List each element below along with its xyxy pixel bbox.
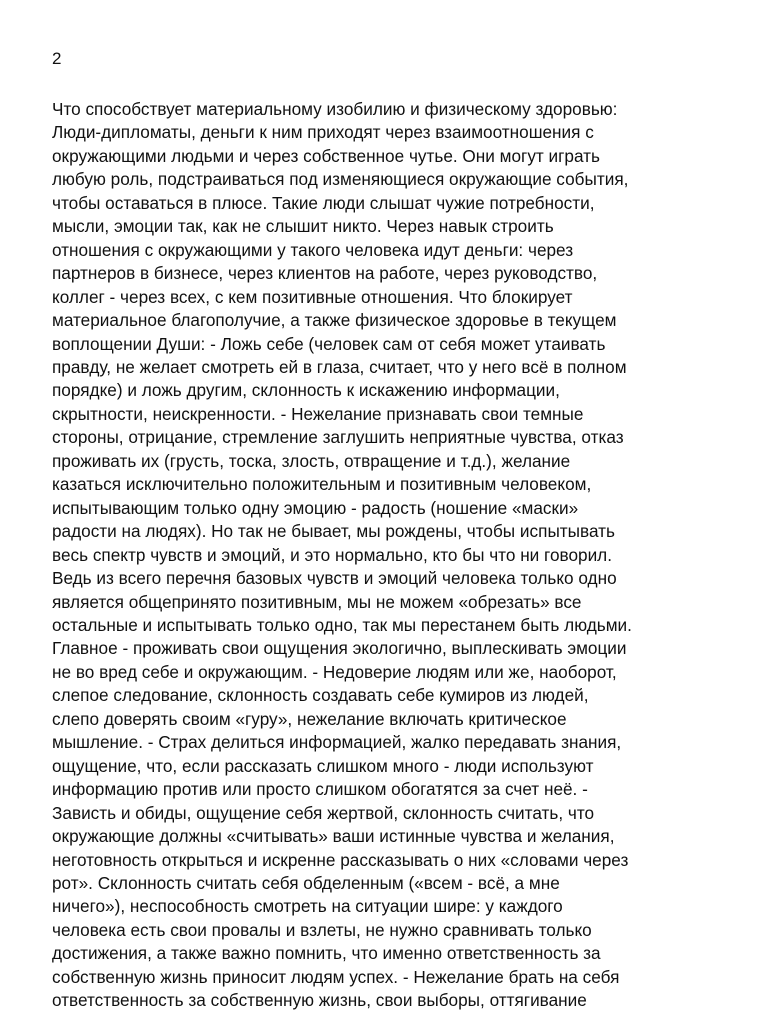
text-line: Ведь из всего перечня базовых чувств и эмоций человека только одно <box>52 568 617 589</box>
text-line: казаться исключительно положительным и позитивным человеком, <box>52 474 592 495</box>
text-line: коллег - через всех, с кем позитивные отношения. Что блокирует <box>52 286 573 307</box>
text-line: воплощении Души: - Ложь себе (человек сам от себя может утаивать <box>52 333 606 354</box>
text-line: мысли, эмоции так, как не слышит никто. Через навык строить <box>52 216 554 237</box>
text-line: неготовность открыться и искренне рассказывать о них «словами через <box>52 849 629 870</box>
text-line: любую роль, подстраиваться под изменяющиеся окружающие события, <box>52 169 629 190</box>
text-line: ощущение, что, если рассказать слишком много - люди используют <box>52 755 594 776</box>
text-line: достижения, а также важно помнить, что именно ответственность за <box>52 943 601 964</box>
text-line: слепое следование, склонность создавать себе кумиров из людей, <box>52 685 589 706</box>
text-line: информацию против или просто слишком обогатятся за счет неё. - <box>52 779 588 800</box>
text-line: Люди-дипломаты, деньги к ним приходят через взаимоотношения с <box>52 122 594 143</box>
text-line: человека есть свои провалы и взлеты, не нужно сравнивать только <box>52 919 592 940</box>
text-line: окружающими людьми и через собственное чутье. Они могут играть <box>52 145 600 166</box>
text-line: радости на людях). Но так не бывает, мы рождены, чтобы испытывать <box>52 521 615 542</box>
text-line: окружающие должны «считывать» ваши истинные чувства и желания, <box>52 826 615 847</box>
text-line: является общепринято позитивным, мы не можем «обрезать» все <box>52 591 582 612</box>
text-line: партнеров в бизнесе, через клиентов на работе, через руководство, <box>52 263 598 284</box>
text-line: собственную жизнь приносит людям успех. - Нежелание брать на себя <box>52 966 620 987</box>
text-line: не во вред себе и окружающим. - Недоверие людям или же, наоборот, <box>52 661 617 682</box>
text-line: рот». Склонность считать себя обделенным («всем - всё, а мне <box>52 872 560 893</box>
text-line: ничего»), неспособность смотреть на ситуации шире: у каждого <box>52 896 563 917</box>
text-line: Главное - проживать свои ощущения экологично, выплескивать эмоции <box>52 638 627 659</box>
text-line: Зависть и обиды, ощущение себя жертвой, склонность считать, что <box>52 802 595 823</box>
text-line: весь спектр чувств и эмоций, и это нормально, кто бы что ни говорил. <box>52 544 612 565</box>
text-line: слепо доверять своим «гуру», нежелание включать критическое <box>52 708 567 729</box>
text-line: материальное благополучие, а также физическое здоровье в текущем <box>52 310 617 331</box>
text-line: порядке) и ложь другим, склонность к искажению информации, <box>52 380 560 401</box>
text-line: испытывающим только одну эмоцию - радость (ношение «маски» <box>52 497 579 518</box>
text-line: скрытности, неискренности. - Нежелание признавать свои темные <box>52 403 584 424</box>
text-line: мышление. - Страх делиться информацией, жалко передавать знания, <box>52 732 622 753</box>
text-line: ответственность за собственную жизнь, свои выборы, оттягивание <box>52 990 587 1011</box>
text-line: проживать их (грусть, тоска, злость, отвращение и т.д.), желание <box>52 450 571 471</box>
text-line: остальные и испытывать только одно, так мы перестанем быть людьми. <box>52 614 632 635</box>
body-text <box>52 98 752 1013</box>
page-number: 2 <box>52 49 62 68</box>
text-line: Что способствует материальному изобилию и физическому здоровью: <box>52 99 618 119</box>
text-line: чтобы оставаться в плюсе. Такие люди слышат чужие потребности, <box>52 192 595 213</box>
text-line: правду, не желает смотреть ей в глаза, считает, что у него всё в полном <box>52 356 627 377</box>
text-line: стороны, отрицание, стремление заглушить неприятные чувства, отказ <box>52 427 624 448</box>
text-line: отношения с окружающими у такого человека идут деньги: через <box>52 239 574 260</box>
